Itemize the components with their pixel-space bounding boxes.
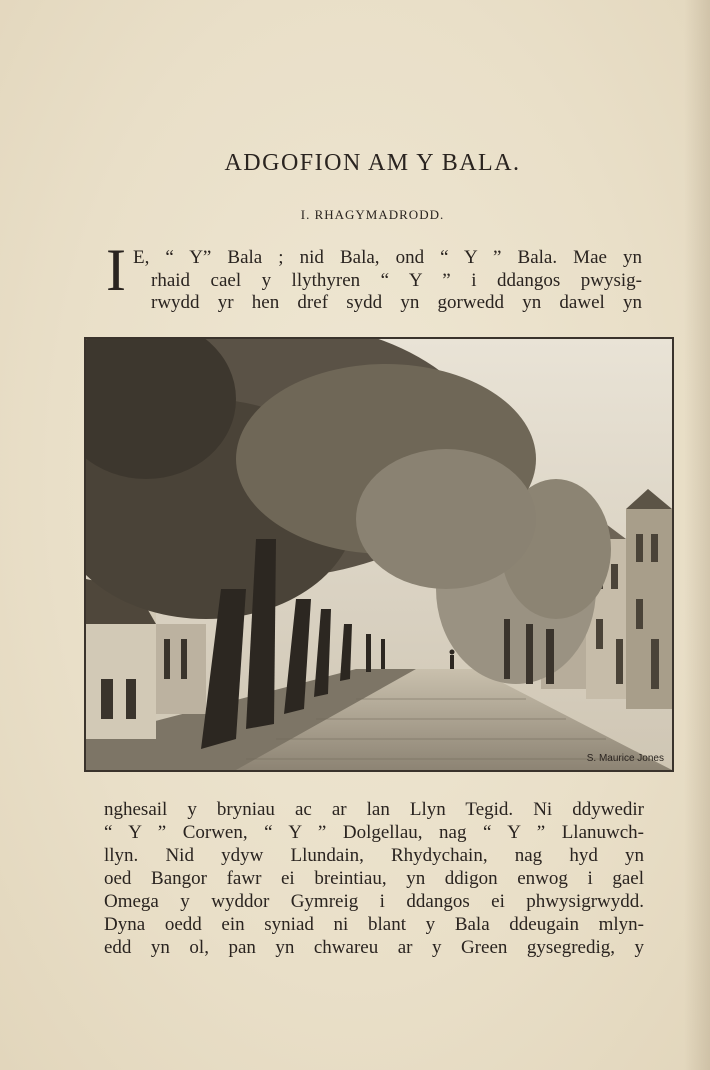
street-illustration (84, 337, 674, 772)
page-title: ADGOFION AM Y BALA. (224, 150, 521, 176)
artist-signature: S. Maurice Jones (586, 753, 664, 764)
text-line: nghesail y bryniau ac ar lan Llyn Tegid. Ni ddywedir (104, 799, 644, 820)
text-line: “ Y ” Corwen, “ Y ” Dolgellau, nag “ Y ” Llanuwch- (104, 822, 644, 843)
section-heading: I. RHAGYMADRODD. (300, 207, 445, 222)
text-line: edd yn ol, pan yn chwareu ar y Green gysegredig, y (104, 937, 644, 958)
text-line: Omega y wyddor Gymreig i ddangos ei phwysigrwydd. (104, 891, 644, 912)
text-line: rwydd yr hen dref sydd yn gorwedd yn dawel yn (151, 292, 642, 313)
text-line: Dyna oedd ein syniad ni blant y Bala ddeugain mlyn- (104, 914, 644, 935)
text-line: rhaid cael y llythyren “ Y ” i ddangos pwysig- (151, 270, 642, 291)
text-line: llyn. Nid ydyw Llundain, Rhydychain, nag hyd yn (104, 845, 644, 866)
drop-cap: I (106, 237, 126, 303)
text-line: E, “ Y” Bala ; nid Bala, ond “ Y ” Bala. Mae yn (133, 247, 642, 268)
text-line: oed Bangor fawr ei breintiau, yn ddigon enwog i gael (104, 868, 644, 889)
